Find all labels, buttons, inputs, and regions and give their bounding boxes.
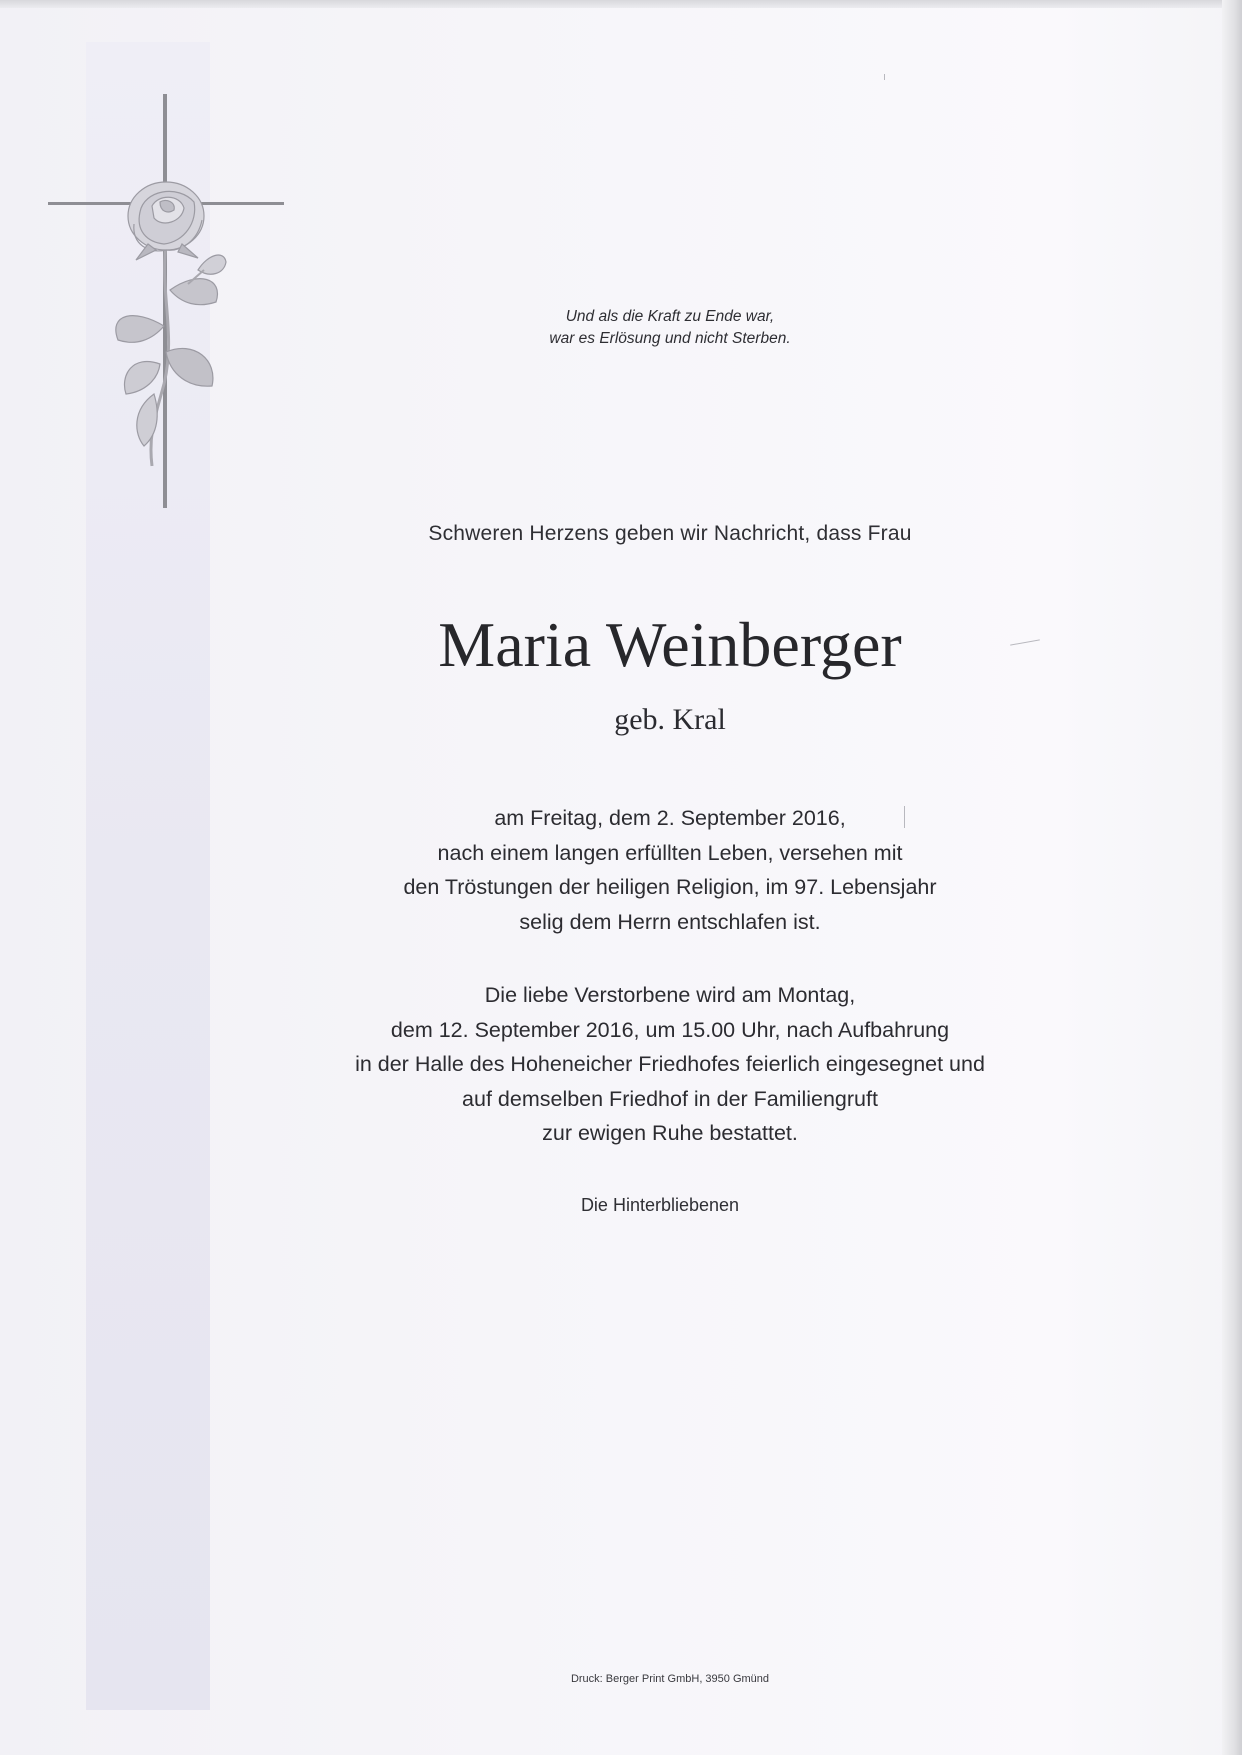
printer-imprint: Druck: Berger Print GmbH, 3950 Gmünd <box>570 1673 770 1685</box>
signoff: Die Hinterbliebenen <box>580 1195 740 1215</box>
motto-line-1: Und als die Kraft zu Ende war, <box>565 308 775 325</box>
announcement-intro: Schweren Herzens geben wir Nachricht, dass Frau <box>428 522 912 545</box>
paragraph-line: in der Halle des Hoheneicher Friedhofes feierlich eingesegnet und <box>355 1052 985 1076</box>
paper-speck <box>904 806 905 828</box>
funeral-details-paragraph <box>260 978 1080 1151</box>
paragraph-line: zur ewigen Ruhe bestattet. <box>542 1121 798 1145</box>
paragraph-line: selig dem Herrn entschlafen ist. <box>519 909 821 934</box>
motto-quote <box>400 306 940 350</box>
paper-speck <box>884 74 885 80</box>
paragraph-line: nach einem langen erfüllten Leben, versehen mit <box>437 840 903 865</box>
death-notice-paragraph <box>260 801 1080 939</box>
paragraph-line: auf demselben Friedhof in der Familiengruft <box>462 1086 878 1111</box>
paragraph-line: Die liebe Verstorbene wird am Montag, <box>484 983 856 1007</box>
paper-top-edge <box>0 0 1242 8</box>
paragraph-line: dem 12. September 2016, um 15.00 Uhr, nach Aufbahrung <box>390 1017 950 1042</box>
paragraph-line: am Freitag, dem 2. September 2016, <box>494 806 846 830</box>
rose-icon <box>116 182 226 466</box>
paper-right-edge <box>1222 0 1242 1755</box>
maiden-name: geb. Kral <box>614 703 726 736</box>
paragraph-line: den Tröstungen der heiligen Religion, im 97. Lebensjahr <box>403 875 937 899</box>
cross-with-rose-illustration <box>48 94 288 514</box>
deceased-name: Maria Weinberger <box>438 609 902 680</box>
motto-line-2: war es Erlösung und nicht Sterben. <box>549 330 791 347</box>
